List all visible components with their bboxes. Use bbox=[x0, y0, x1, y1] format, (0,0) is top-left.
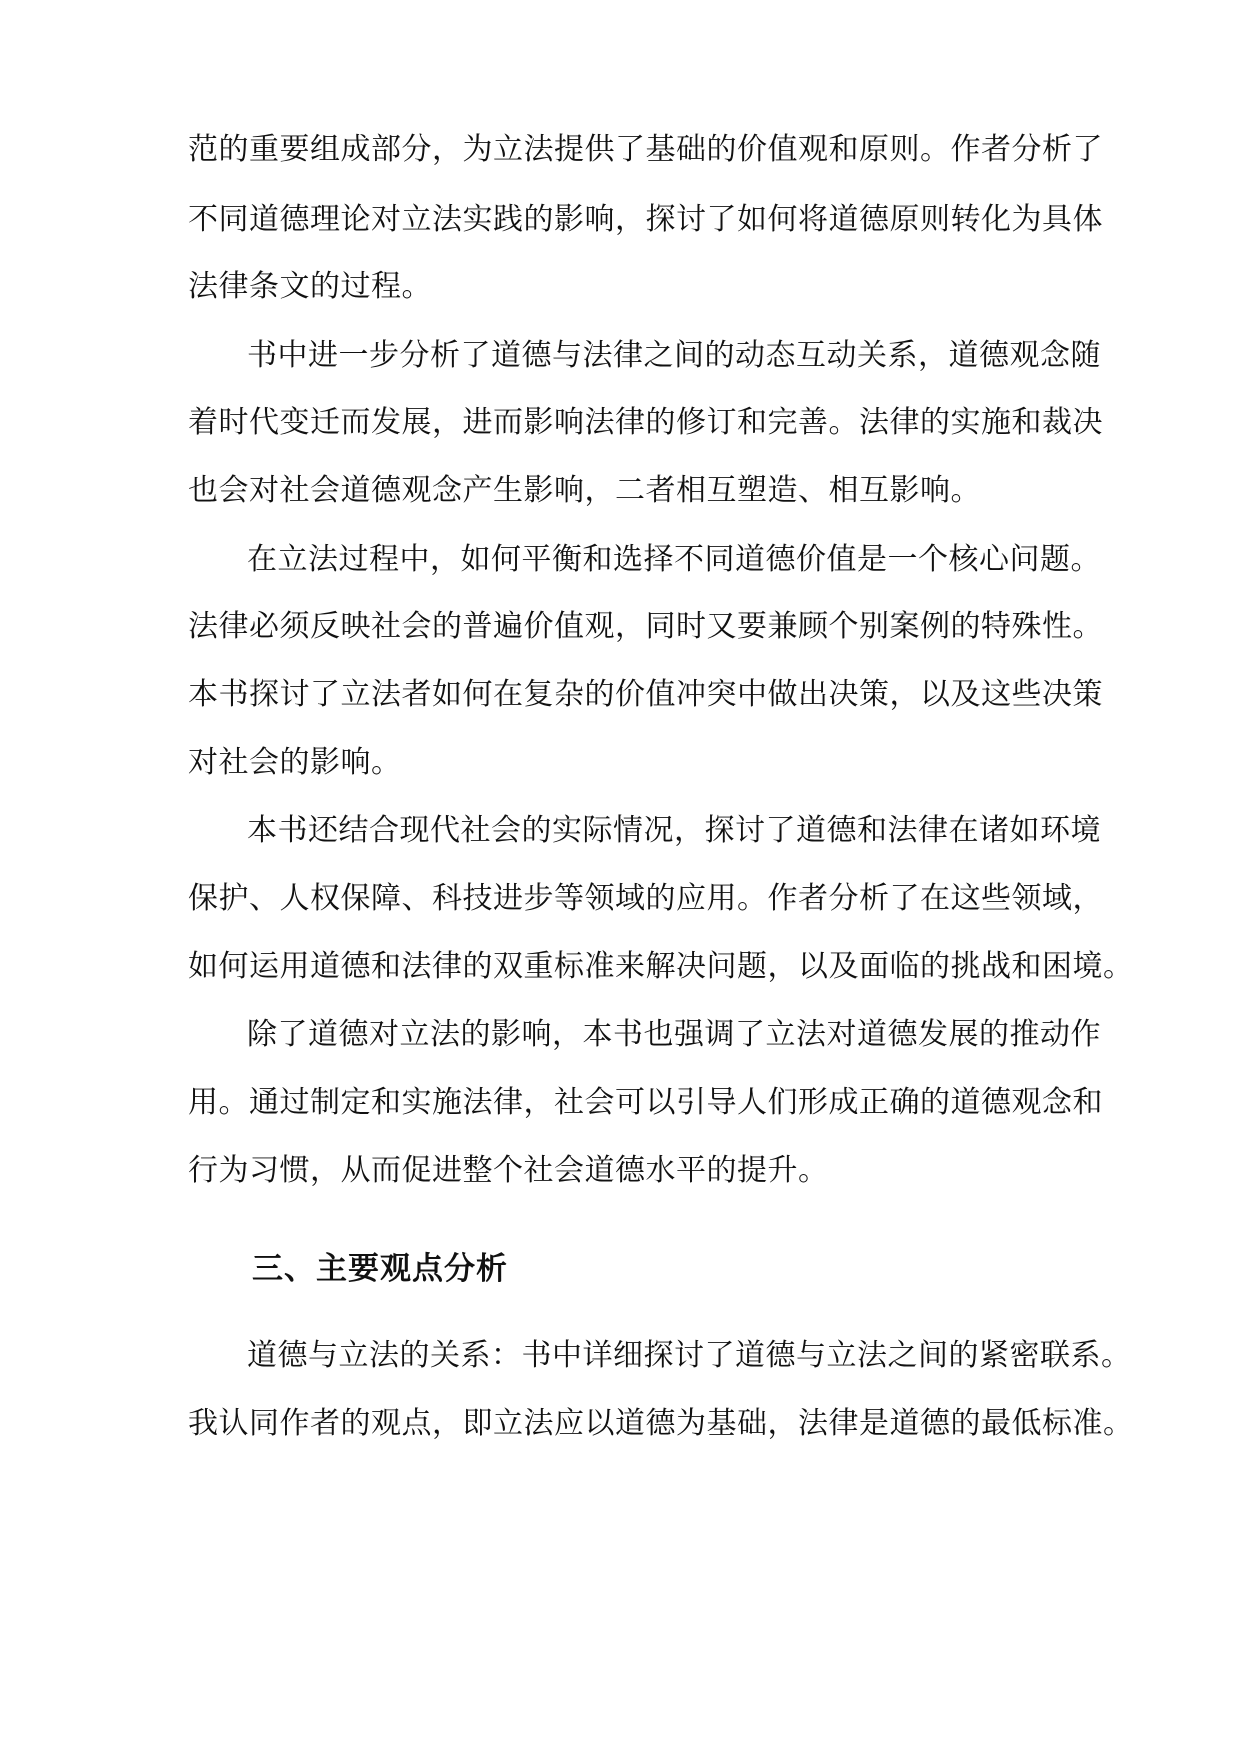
paragraph-4-line-1: 本书还结合现代社会的实际情况，探讨了道德和法律在诸如环境 bbox=[247, 813, 1101, 848]
paragraph-3-line-3: 本书探讨了立法者如何在复杂的价值冲突中做出决策，以及这些决策 bbox=[188, 677, 1103, 712]
paragraph-1-line-1: 范的重要组成部分，为立法提供了基础的价值观和原则。作者分析了 bbox=[188, 132, 1103, 167]
paragraph-5-line-1: 除了道德对立法的影响，本书也强调了立法对道德发展的推动作 bbox=[247, 1017, 1101, 1052]
paragraph-5-line-2: 用。通过制定和实施法律，社会可以引导人们形成正确的道德观念和 bbox=[188, 1085, 1103, 1120]
paragraph-1-line-3: 法律条文的过程。 bbox=[188, 269, 432, 304]
paragraph-5-line-3: 行为习惯，从而促进整个社会道德水平的提升。 bbox=[188, 1153, 829, 1188]
paragraph-4-line-3: 如何运用道德和法律的双重标准来解决问题，以及面临的挑战和困境。 bbox=[188, 949, 1134, 984]
section-paragraph-line-1: 道德与立法的关系：书中详细探讨了道德与立法之间的紧密联系。 bbox=[247, 1338, 1132, 1373]
paragraph-1-line-2: 不同道德理论对立法实践的影响，探讨了如何将道德原则转化为具体 bbox=[188, 202, 1103, 237]
paragraph-3-line-2: 法律必须反映社会的普遍价值观，同时又要兼顾个别案例的特殊性。 bbox=[188, 609, 1103, 644]
paragraph-3-line-4: 对社会的影响。 bbox=[188, 745, 402, 780]
section-heading: 三、主要观点分析 bbox=[252, 1251, 508, 1287]
paragraph-2-line-1: 书中进一步分析了道德与法律之间的动态互动关系，道德观念随 bbox=[247, 338, 1101, 373]
paragraph-3-line-1: 在立法过程中，如何平衡和选择不同道德价值是一个核心问题。 bbox=[247, 542, 1101, 577]
section-paragraph-line-2: 我认同作者的观点，即立法应以道德为基础，法律是道德的最低标准。 bbox=[188, 1406, 1134, 1441]
paragraph-2-line-3: 也会对社会道德观念产生影响，二者相互塑造、相互影响。 bbox=[188, 473, 981, 508]
paragraph-4-line-2: 保护、人权保障、科技进步等领域的应用。作者分析了在这些领域， bbox=[188, 881, 1103, 916]
paragraph-2-line-2: 着时代变迁而发展，进而影响法律的修订和完善。法律的实施和裁决 bbox=[188, 405, 1103, 440]
